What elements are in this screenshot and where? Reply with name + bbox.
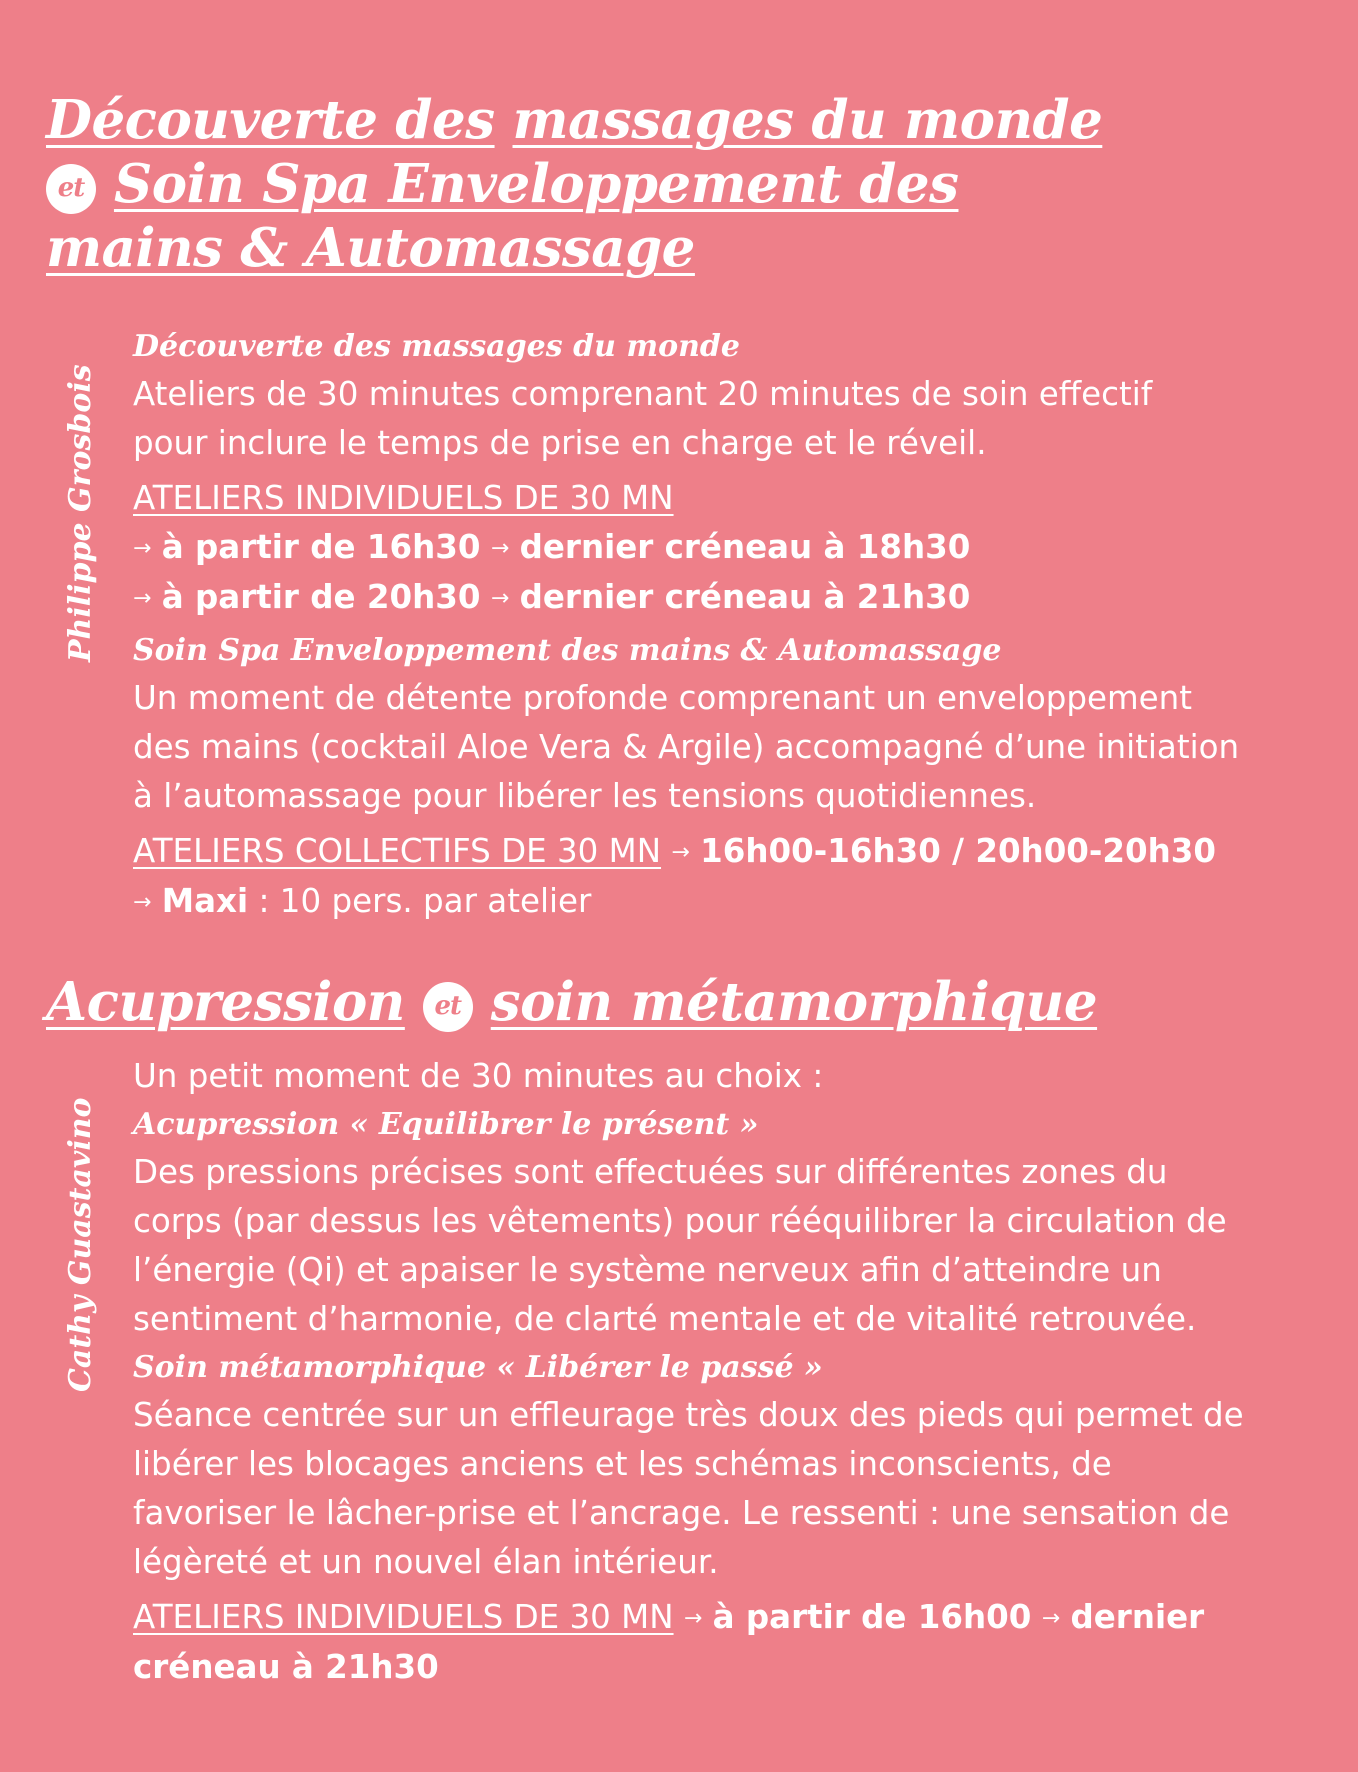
title-line3: mains & Automassage xyxy=(46,217,695,279)
section2-end-part1: dernier xyxy=(1070,1598,1205,1636)
title2-part1: Acupression xyxy=(46,971,405,1033)
section2-start: à partir de 16h00 xyxy=(712,1598,1032,1636)
section2-title xyxy=(46,970,1326,1034)
activity1-heading: Découverte des massages du monde xyxy=(133,329,740,364)
metamorphique-line: favoriser le lâcher-prise et l’ancrage. Le ressenti : une sensation de xyxy=(133,1494,1230,1532)
section2-format-line xyxy=(133,1593,1273,1643)
arrow-icon: → xyxy=(133,586,152,611)
section2-intro: Un petit moment de 30 minutes au choix : xyxy=(133,1057,824,1095)
section2-end-part2: créneau à 21h30 xyxy=(133,1648,439,1686)
arrow-icon: → xyxy=(490,536,510,561)
activity2-line: Un moment de détente profonde comprenant un enveloppement xyxy=(133,679,1192,717)
presenter-name: Philippe Grosbois xyxy=(63,364,98,662)
metamorphique-line: Séance centrée sur un effleurage très doux des pieds qui permet de xyxy=(133,1396,1244,1434)
section1-title xyxy=(46,88,1326,280)
section2-format: ATELIERS INDIVIDUELS DE 30 MN xyxy=(133,1598,674,1636)
slot1-start: à partir de 16h30 xyxy=(161,528,481,566)
maxi-label: Maxi xyxy=(161,882,249,920)
activity1-slot1 xyxy=(133,523,1273,573)
et-badge: et xyxy=(46,164,96,214)
slot2-start: à partir de 20h30 xyxy=(161,578,481,616)
activity2-maxi xyxy=(133,877,1273,927)
activity1-slot2 xyxy=(133,573,1273,623)
metamorphique-line: légèreté et un nouvel élan intérieur. xyxy=(133,1543,719,1581)
arrow-icon: → xyxy=(671,840,690,865)
activity2-line: à l’automassage pour libérer les tensions quotidiennes. xyxy=(133,777,1037,815)
activity1-format: ATELIERS INDIVIDUELS DE 30 MN xyxy=(133,479,674,517)
title2-part2: soin métamorphique xyxy=(490,971,1098,1033)
acupression-line: l’énergie (Qi) et apaiser le système nerveux afin d’atteindre un xyxy=(133,1251,1162,1289)
activity2-heading: Soin Spa Enveloppement des mains & Automassage xyxy=(133,633,1002,668)
activity2-format-line xyxy=(133,827,1273,877)
arrow-icon: → xyxy=(133,890,152,915)
et-badge: et xyxy=(423,982,473,1032)
maxi-value: : 10 pers. par atelier xyxy=(248,882,592,920)
acupression-line: Des pressions précises sont effectuées sur différentes zones du xyxy=(133,1153,1168,1191)
metamorphique-line: libérer les blocages anciens et les schémas inconscients, de xyxy=(133,1445,1112,1483)
arrow-icon: → xyxy=(490,586,510,611)
title-line1-part2: massages du monde xyxy=(512,89,1103,151)
section1-content xyxy=(133,323,1273,927)
acupression-line: corps (par dessus les vêtements) pour rééquilibrer la circulation de xyxy=(133,1202,1227,1240)
title-line2: Soin Spa Enveloppement des xyxy=(113,153,959,215)
activity2-format: ATELIERS COLLECTIFS DE 30 MN xyxy=(133,832,662,870)
activity2-line: des mains (cocktail Aloe Vera & Argile) accompagné d’une initiation xyxy=(133,728,1240,766)
presenter-name: Cathy Guastavino xyxy=(63,1097,98,1392)
activity2-times: 16h00-16h30 / 20h00-20h30 xyxy=(700,832,1216,870)
slot2-end: dernier créneau à 21h30 xyxy=(519,578,971,616)
arrow-icon: → xyxy=(683,1606,703,1631)
section2-end-line xyxy=(133,1643,1273,1692)
arrow-icon: → xyxy=(133,536,152,561)
activity1-format-line xyxy=(133,474,1273,523)
section2-content xyxy=(133,1052,1273,1692)
metamorphique-heading: Soin métamorphique « Libérer le passé » xyxy=(133,1350,823,1385)
arrow-icon: → xyxy=(1041,1606,1061,1631)
acupression-heading: Acupression « Equilibrer le présent » xyxy=(133,1107,759,1142)
activity1-line: Ateliers de 30 minutes comprenant 20 minutes de soin effectif xyxy=(133,375,1153,413)
acupression-line: sentiment d’harmonie, de clarté mentale et de vitalité retrouvée. xyxy=(133,1300,1197,1338)
title-line1-part1: Découverte des xyxy=(46,89,495,151)
slot1-end: dernier créneau à 18h30 xyxy=(519,528,971,566)
activity1-line: pour inclure le temps de prise en charge et le réveil. xyxy=(133,424,987,462)
